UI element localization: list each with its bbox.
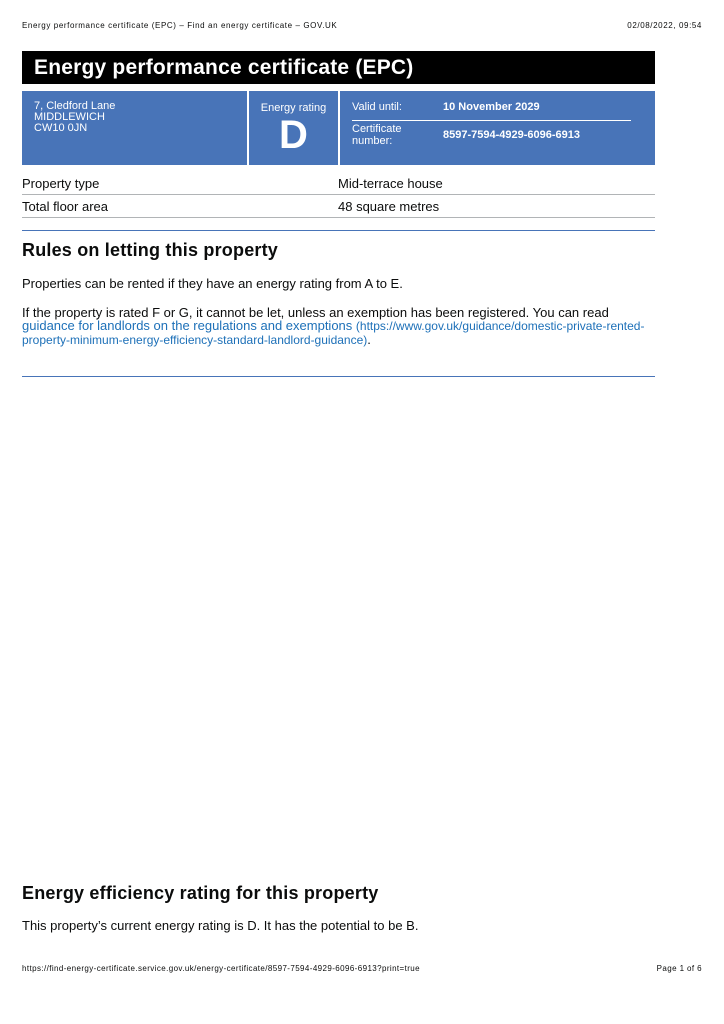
print-footer-url: https://find-energy-certificate.service.gov.uk/energy-certificate/8597-7594-4929-6096-6913?print=true (22, 964, 421, 973)
print-header (22, 21, 702, 30)
summary-value: 48 square metres (338, 199, 440, 214)
letting-para-2-prefix: If the property is rated F or G, it cannot be let, unless an exemption has been registered. You can read (22, 305, 609, 320)
valid-until-row (352, 91, 631, 121)
guidance-link-text: guidance for landlords on the regulations and exemptions (22, 318, 353, 333)
certificate-number-row (352, 123, 643, 147)
print-footer-page: Page 1 of 6 (656, 964, 702, 973)
guidance-link-url: (https://www.gov.uk/guidance/domestic-private-rented-property-minimum-energy-efficiency-standard-landlord-guidance) (22, 319, 645, 347)
valid-until-label: Valid until: (352, 100, 402, 113)
certificate-box (340, 91, 655, 165)
letting-para-2 (22, 306, 655, 347)
address-line-1: 7, Cledford Lane (34, 100, 116, 112)
efficiency-para: This property’s current energy rating is D. It has the potential to be B. (22, 918, 419, 933)
address-line-2: MIDDLEWICH (34, 111, 105, 123)
letting-heading: Rules on letting this property (22, 240, 279, 260)
letting-para-1: Properties can be rented if they have an energy rating from A to E. (22, 276, 403, 291)
page-title: Energy performance certificate (EPC) (22, 51, 655, 84)
certificate-number-label: Certificate number: (352, 123, 402, 147)
energy-rating-letter: D (279, 113, 308, 157)
energy-rating-label: Energy rating (260, 102, 327, 114)
property-summary (22, 173, 655, 219)
summary-key: Property type (22, 176, 100, 191)
valid-until-value: 10 November 2029 (443, 100, 540, 113)
address-line-3: CW10 0JN (34, 122, 88, 134)
letting-para-2-suffix: . (367, 332, 371, 347)
summary-key: Total floor area (22, 199, 108, 214)
print-footer (22, 964, 702, 973)
print-header-datetime: 02/08/2022, 09:54 (627, 21, 702, 30)
energy-rating-box (249, 91, 338, 165)
summary-row (22, 173, 655, 195)
print-header-title: Energy performance certificate (EPC) – Find an energy certificate – GOV.UK (22, 21, 338, 30)
certificate-number-value: 8597-7594-4929-6096-6913 (443, 129, 581, 141)
guidance-link[interactable] (22, 318, 644, 347)
section-divider (22, 376, 655, 377)
efficiency-heading: Energy efficiency rating for this property (22, 883, 379, 903)
section-divider (22, 230, 655, 231)
summary-value: Mid-terrace house (338, 176, 443, 191)
summary-row (22, 196, 655, 218)
address-box (22, 91, 247, 165)
